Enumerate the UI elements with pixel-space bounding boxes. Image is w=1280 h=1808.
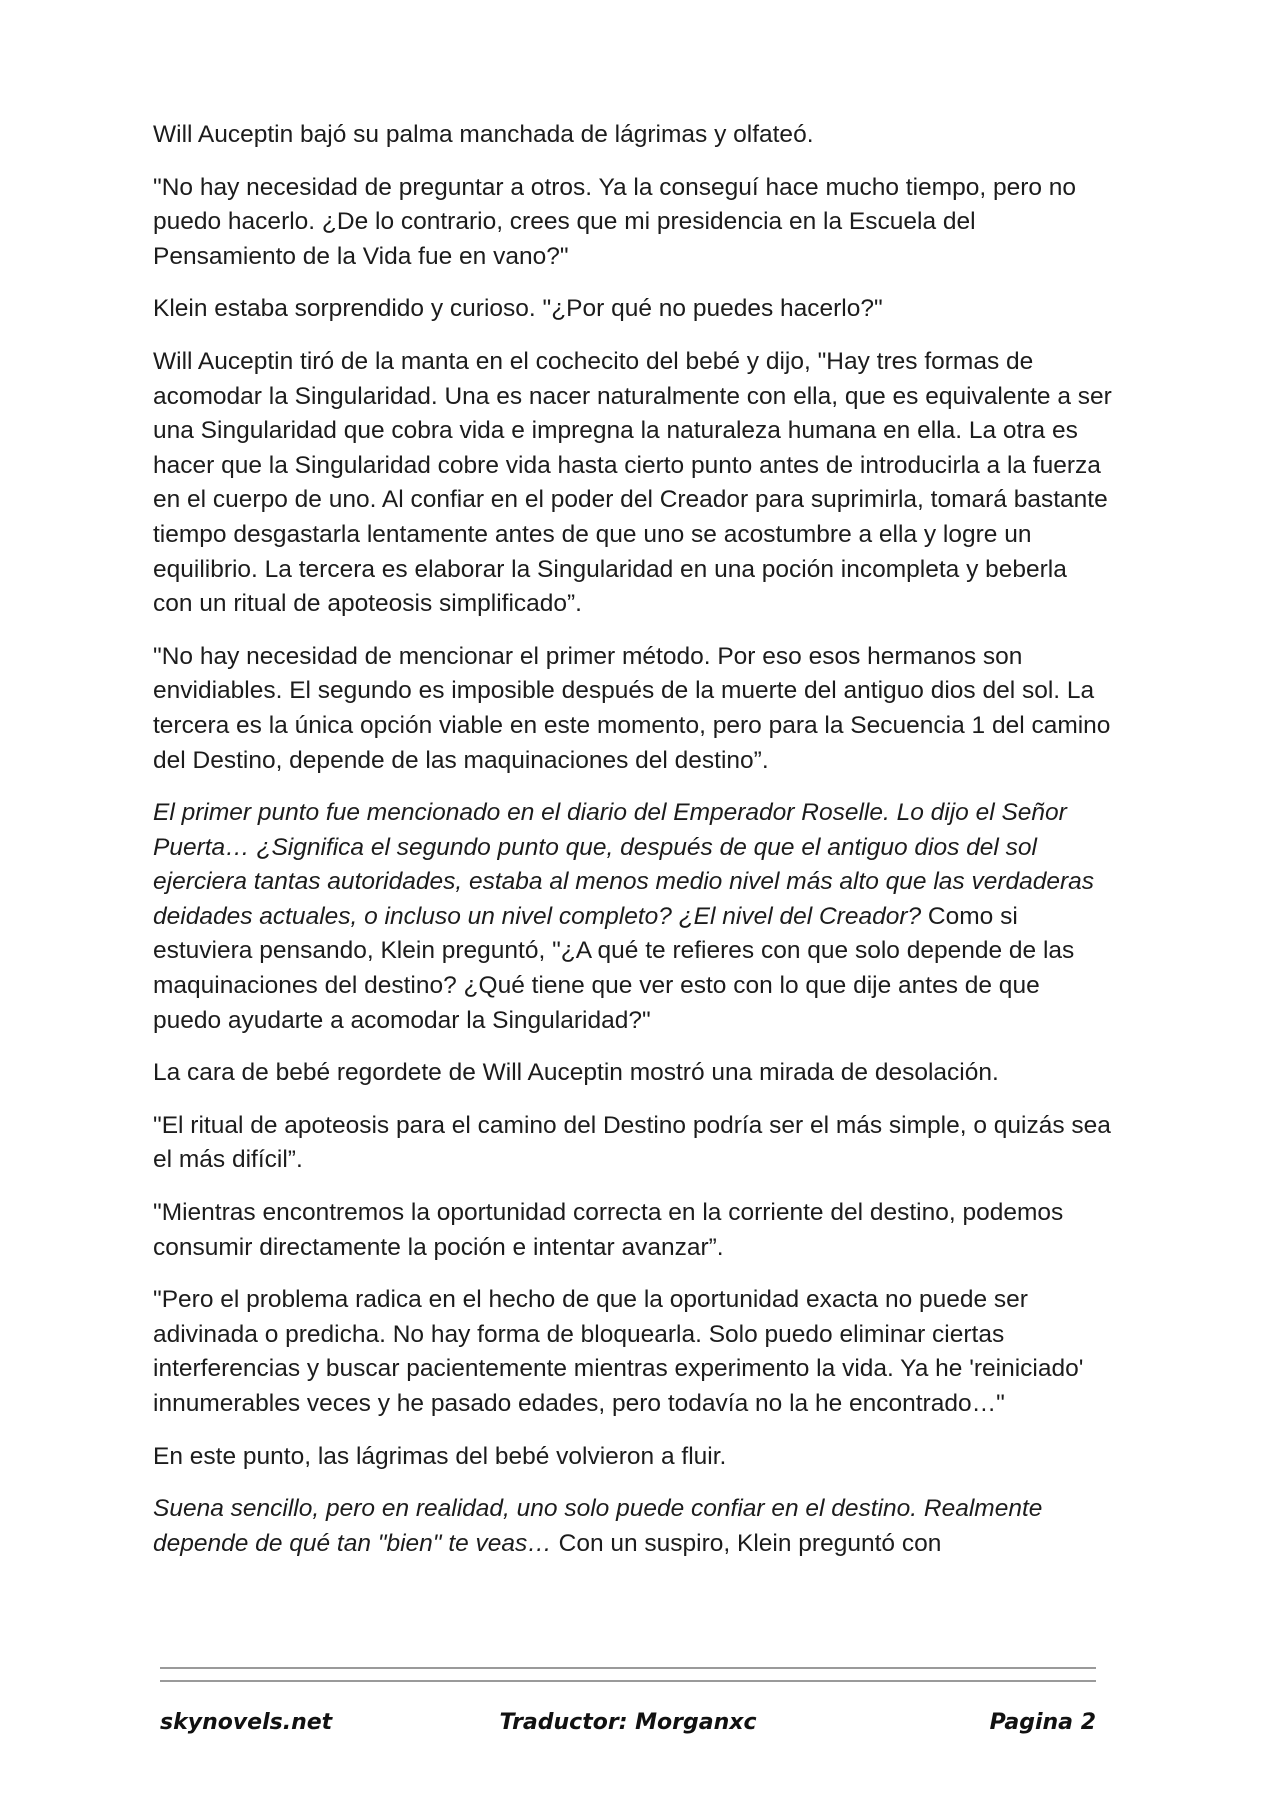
paragraph [153, 796, 1113, 1038]
footer-site: skynovels.net [160, 1710, 333, 1735]
footer-translator: Traductor: Morganxc [499, 1710, 757, 1735]
paragraph: "Pero el problema radica en el hecho de que la oportunidad exacta no puede ser adivinada o predicha. No hay forma de bloquearla. Solo puedo eliminar ciertas interferencias y buscar pacientemente mientras experimento la vida. Ya he 'reiniciado' innumerables veces y he pasado edades, pero todavía no la he encontrado…" [153, 1286, 1084, 1417]
paragraph: "El ritual de apoteosis para el camino del Destino podría ser el más simple, o quizás sea el más difícil”. [153, 1111, 1111, 1174]
italic-thought: Suena sencillo, pero en realidad, uno solo puede confiar en el destino. Realmente depende de qué tan "bien" te veas… [153, 1495, 1043, 1557]
paragraph: En este punto, las lágrimas del bebé volvieron a fluir. [153, 1442, 727, 1470]
paragraph-text: Con un suspiro, Klein preguntó con [551, 1529, 942, 1557]
paragraph [153, 1492, 1113, 1561]
paragraph: "Mientras encontremos la oportunidad correcta en la corriente del destino, podemos consumir directamente la poción e intentar avanzar”. [153, 1199, 1064, 1261]
page-footer [160, 1710, 1096, 1744]
italic-thought: El primer punto fue mencionado en el diario del Emperador Roselle. Lo dijo el Señor Puerta… ¿Significa el segundo punto que, después de que el antiguo dios del sol ejerciera tantas autoridades, estaba al menos medio nivel más alto que las verdaderas deidades actuales, o incluso un nivel completo? ¿El nivel del Creador? [153, 799, 1095, 930]
footer-page-number: Pagina 2 [989, 1710, 1096, 1735]
paragraph: "No hay necesidad de mencionar el primer método. Por eso esos hermanos son envidiables. El segundo es imposible después de la muerte del antiguo dios del sol. La tercera es la única opción viable en este momento, pero para la Secuencia 1 del camino del Destino, depende de las maquinaciones del destino”. [153, 642, 1111, 774]
paragraph: "No hay necesidad de preguntar a otros. Ya la conseguí hace mucho tiempo, pero no puedo hacerlo. ¿De lo contrario, crees que mi presidencia en la Escuela del Pensamiento de la Vida fue en vano?" [153, 173, 1077, 270]
body-text [153, 118, 1113, 1579]
paragraph-text: Como si estuviera pensando, Klein preguntó, "¿A qué te refieres con que solo depende de las maquinaciones del destino? ¿Qué tiene que ver esto con lo que dije antes de que puedo ayudarte a acomodar la Singularidad?" [153, 902, 1075, 1034]
paragraph: La cara de bebé regordete de Will Auceptin mostró una mirada de desolación. [153, 1059, 999, 1087]
paragraph: Will Auceptin tiró de la manta en el cochecito del bebé y dijo, "Hay tres formas de acomodar la Singularidad. Una es nacer naturalmente con ella, que es equivalente a ser una Singularidad que cobra vida e impregna la naturaleza humana en ella. La otra es hacer que la Singularidad cobre vida hasta cierto punto antes de introducirla a la fuerza en el cuerpo de uno. Al confiar en el poder del Creador para suprimirla, tomará bastante tiempo desgastarla lentamente antes de que uno se acostumbre a ella y logre un equilibrio. La tercera es elaborar la Singularidad en una poción incompleta y beberla con un ritual de apoteosis simplificado”. [153, 347, 1112, 618]
paragraph: Klein estaba sorprendido y curioso. "¿Por qué no puedes hacerlo?" [153, 295, 883, 323]
footer-divider [160, 1680, 1096, 1682]
paragraph: Will Auceptin bajó su palma manchada de lágrimas y olfateó. [153, 121, 814, 148]
footer-divider [160, 1667, 1096, 1669]
